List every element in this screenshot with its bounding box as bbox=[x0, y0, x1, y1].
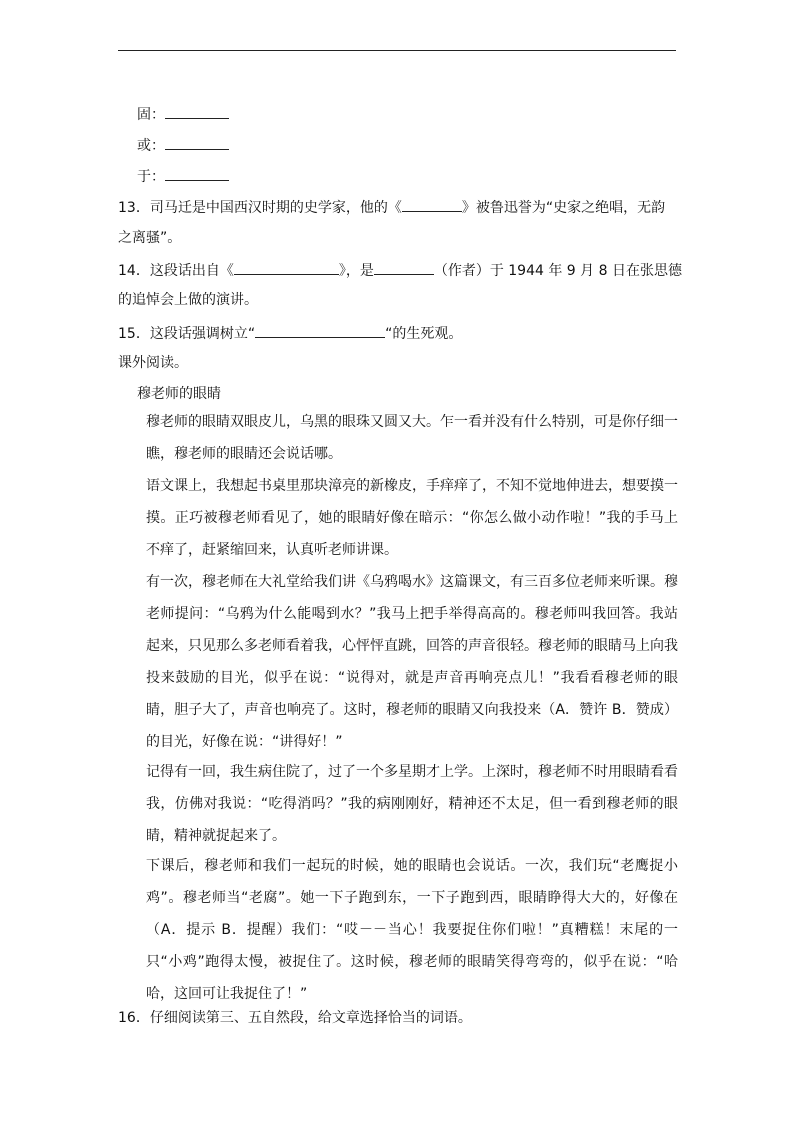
answer-blank-huo[interactable] bbox=[165, 134, 229, 150]
header-rule bbox=[118, 50, 676, 51]
answer-blank-yu[interactable] bbox=[165, 165, 229, 181]
article-paragraph-1 bbox=[118, 406, 678, 470]
q14-text-b: 》，是 bbox=[338, 263, 374, 279]
question-14-line1 bbox=[118, 259, 682, 281]
q13-answer-blank[interactable] bbox=[402, 196, 462, 212]
paragraph-text: 穆老师的眼睛双眼皮儿，乌黑的眼珠又圆又大。乍一看并没有什么特别，可是你仔细一瞧，穆老师的眼睛还会说话哪。 bbox=[146, 414, 678, 462]
article-paragraph-4 bbox=[118, 756, 678, 852]
blank-line-yu bbox=[137, 165, 229, 187]
q15-text-a: 15．这段话强调树立“ bbox=[118, 326, 256, 342]
article-paragraph-5 bbox=[118, 850, 678, 1010]
blank-line-gu bbox=[137, 103, 229, 125]
paragraph-text: 有一次，穆老师在大礼堂给我们讲《乌鸦喝水》这篇课文，有三百多位老师来听课。穆老师提问：“乌鸦为什么能喝到水？”我马上把手举得高高的。穆老师叫我回答。我站起来，只见那么多老师看着我，心怦怦直跳，回答的声音很轻。穆老师的眼睛马上向我投来鼓励的目光，似乎在说：“说得对，就是声音再响亮点儿！”我看看穆老师的眼睛，胆子大了，声音也响亮了。这时，穆老师的眼睛又向我投来（A．赞许 B．赞成）的目光，好像在说：“讲得好！” bbox=[146, 574, 678, 750]
label-yu: 于： bbox=[137, 169, 165, 185]
q14-text-c: （作者）于 1944 年 9 月 8 日在张思德 bbox=[433, 263, 682, 279]
label-gu: 固： bbox=[137, 107, 165, 123]
q13-text-a: 13．司马迁是中国西汉时期的史学家，他的《 bbox=[118, 200, 402, 216]
question-14-line2: 的追悼会上做的演讲。 bbox=[118, 292, 258, 308]
paragraph-text: 下课后，穆老师和我们一起玩的时候，她的眼睛也会说话。一次，我们玩“老鹰捉小鸡”。穆老师当“老腐”。她一下子跑到东，一下子跑到西，眼睛睁得大大的，好像在（A．提示 B．提醒）我们：“哎－－当心！我要捉住你们啦！”真糟糕！末尾的一只“小鸡”跑得太慢，被捉住了。这时候，穆老师的眼睛笑得弯弯的，似乎在说：“哈哈，这回可让我捉住了！” bbox=[146, 858, 678, 1002]
q14-author-blank[interactable] bbox=[374, 259, 434, 275]
paragraph-text: 语文课上，我想起书桌里那块漳亮的新橡皮，手痒痒了，不知不觉地伸进去，想要摸一摸。正巧被穆老师看见了，她的眼睛好像在暗示：“你怎么做小动作啦！”我的手马上不痒了，赶紧缩回来，认真听老师讲课。 bbox=[146, 478, 678, 558]
q14-text-a: 14．这段话出自《 bbox=[118, 263, 234, 279]
answer-blank-gu[interactable] bbox=[165, 103, 229, 119]
question-15 bbox=[118, 322, 462, 344]
label-huo: 或： bbox=[137, 138, 165, 154]
q15-answer-blank[interactable] bbox=[255, 322, 385, 338]
question-16: 16．仔细阅读第三、五自然段，给文章选择恰当的词语。 bbox=[118, 1010, 472, 1026]
question-13-line1 bbox=[118, 196, 665, 218]
question-13-line2: 之离骚”。 bbox=[118, 230, 182, 246]
article-paragraph-3 bbox=[118, 566, 678, 758]
section-label: 课外阅读。 bbox=[118, 355, 188, 371]
article-paragraph-2 bbox=[118, 470, 678, 566]
q15-text-b: “的生死观。 bbox=[385, 326, 463, 342]
paragraph-text: 记得有一回，我生病住院了，过了一个多星期才上学。上深时，穆老师不时用眼睛看看我，仿佛对我说：“吃得消吗？”我的病刚刚好，精神还不太足，但一看到穆老师的眼睛，精神就捉起来了。 bbox=[146, 764, 678, 844]
q13-text-b: 》被鲁迅誉为“史家之绝唱，无韵 bbox=[461, 200, 666, 216]
blank-line-huo bbox=[137, 134, 229, 156]
article-title: 穆老师的眼睛 bbox=[137, 386, 221, 402]
q14-title-blank[interactable] bbox=[234, 259, 339, 275]
